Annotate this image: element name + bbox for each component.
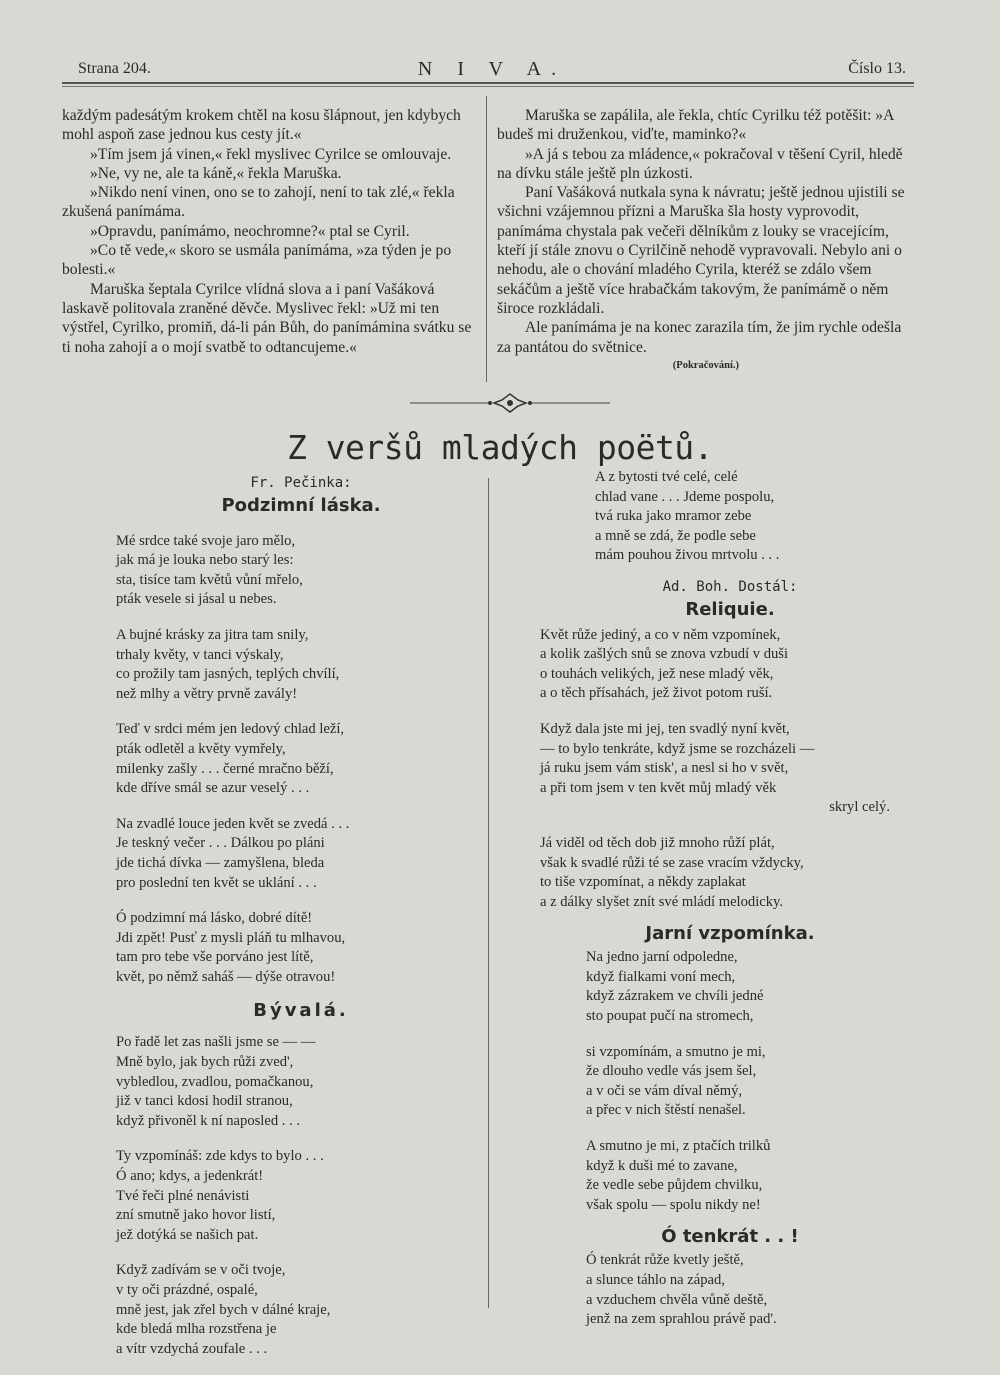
page-header (78, 60, 906, 82)
issue-number: Číslo 13. (848, 60, 906, 77)
verse-line: a vítr vzdychá zoufale . . . (116, 1340, 268, 1357)
paragraph: Maruška se zapálila, ale řekla, chtíc Cyrilku též potěšit: »A budeš mi druženkou, viďte, maminko?« (497, 107, 894, 144)
verse-line: sta, tisíce tam květů vůní mřelo, (116, 571, 303, 588)
paragraph: »Nikdo není vinen, ono se to zahojí, není to tak zlé,« řekla zkušená panímáma. (62, 184, 455, 221)
poems-column-left (116, 474, 486, 1375)
verse-line: a z dálky slyšet znít své mládí melodicky. (540, 893, 784, 910)
magazine-title: N I V A. (417, 58, 567, 80)
verse-line: — to bylo tenkráte, když jsme se rozcházeli — (540, 740, 815, 757)
stanza (116, 815, 486, 893)
verse-line: trhaly květy, v tanci výskaly, (116, 646, 284, 663)
prose-column-left (62, 106, 476, 357)
verse-line: jak má je louka nebo starý les: (116, 552, 294, 569)
verse-line: tam pro tebe vše porváno jest lítě, (116, 949, 314, 966)
paragraph: každým padesátým krokem chtěl na kosu šlápnout, jen kdybych mohl aspoň zase jednou kus cesty jít.« (62, 107, 461, 144)
verse-line: kde bledá mlha rozstřena je (116, 1321, 277, 1338)
paragraph: Maruška šeptala Cyrilce vlídná slova a i paní Vašáková laskavě politovala zraněné děvče. Myslivec řekl: »Už mi ten výstřel, Cyrilko, promiň, dá-li pán Bůh, do panímámina svátku se ti noha zahojí a o mojí svatbě to odtancujeme.« (62, 280, 472, 356)
stanza (116, 1261, 486, 1359)
verse-line: než mlhy a větry prvně zavály! (116, 685, 298, 702)
paragraph: »Co tě vede,« skoro se usmála panímáma, »za týden je po bolesti.« (62, 242, 452, 279)
ornament-divider-icon (410, 392, 610, 414)
verse-line: co prožily tam jasných, teplých chvílí, (116, 666, 340, 683)
verse-line: Na jedno jarní odpoledne, (586, 949, 738, 966)
verse-line: Po řadě let zas našli jsme se — — (116, 1034, 316, 1051)
verse-line: o touhách velikých, jež nese mladý věk, (540, 665, 774, 682)
paragraph: »A já s tebou za mládence,« pokračoval v těšení Cyril, hledě na dívku stále ještě pln úzkosti. (497, 145, 903, 182)
verse-line: Ó podzimní má lásko, dobré dítě! (116, 910, 313, 927)
verse-line: mám pouhou živou mrtvolu . . . (595, 547, 780, 564)
stanza (540, 720, 920, 818)
verse-line: mně jest, jak zřel bych v dálné kraje, (116, 1301, 331, 1318)
verse-line: Mé srdce také svoje jaro mělo, (116, 532, 296, 549)
verse-line: když fialkami voní mech, (586, 968, 736, 985)
verse-line: a kolik zašlých snů se znova vzbudí v duši (540, 646, 789, 663)
paragraph: »Opravdu, panímámo, neochromne?« ptal se Cyril. (90, 222, 410, 240)
verse-line: však k svadlé růži té se zase vracím vždycky, (540, 854, 804, 871)
verse-line: pták vesele si jásal u nebes. (116, 591, 277, 608)
verse-line: pták odletěl a květy vymřely, (116, 740, 286, 757)
verse-line: si vzpomínám, a smutno je mi, (586, 1043, 766, 1060)
stanza (540, 834, 920, 912)
verse-line: Já viděl od těch dob již mnoho růží plát, (540, 834, 775, 851)
verse-line: a přec v nich štěstí nenašel. (586, 1102, 746, 1119)
stanza (116, 1033, 486, 1131)
verse-line: zní smutně jako hovor listí, (116, 1207, 276, 1224)
poem-title: Podzimní láska. (221, 494, 381, 516)
verse-line: kde dříve smál se azur veselý . . . (116, 780, 310, 797)
poem-author: Ad. Boh. Dostál: (662, 578, 798, 595)
paragraph: Ale panímáma je na konec zarazila tím, že jim rychle odešla za pantátou do světnice. (497, 319, 902, 356)
stanza (595, 468, 920, 566)
stanza (116, 626, 486, 704)
verse-line: když k duši mé to zavane, (586, 1157, 738, 1174)
poems-column-right (540, 468, 920, 1346)
verse-line: a v oči se vám díval němý, (586, 1082, 743, 1099)
poem-title: Ó tenkrát . . ! (661, 1226, 799, 1248)
verse-line: Ty vzpomínáš: zde kdys to bylo . . . (116, 1148, 324, 1165)
verse-line: a vzduchem chvěla vůně deště, (586, 1291, 768, 1308)
stanza (586, 1137, 920, 1215)
paragraph: Paní Vašáková nutkala syna k návratu; ještě jednou ujistili se všichni vzájemnou přízni a Maruška šla hosty vyprovodit, panímáma chystala pak večeři dělníkům z louky se vracejícím, kteří jí stále znovu o Cyrilčině nehodě vypravovali. Nebylo ani o nehodu, ale o chování mladého Cyrila, kteréž se zdálo všem sekáčům a ještě více hrabačkám takovým, že panímámě o něm široce rozkládali. (497, 184, 905, 317)
verse-line: sto poupat pučí na stromech, (586, 1008, 754, 1025)
verse-line: jde tichá dívka — zamyšlena, bleda (116, 854, 325, 871)
verse-line: skryl celý. (829, 799, 890, 816)
stanza (540, 626, 920, 704)
verse-line: a o těch přísahách, jež život potom ruší. (540, 685, 773, 702)
verse-line: Květ růže jediný, a co v něm vzpomínek, (540, 626, 781, 643)
stanza (116, 909, 486, 987)
stanza (116, 720, 486, 798)
poem-body (586, 948, 920, 1215)
verse-line: však spolu — spolu nikdy ne! (586, 1196, 761, 1213)
poem-author: Fr. Pečinka: (250, 475, 352, 491)
verse-line: já ruku jsem vám stisk', a nesl si ho v svět, (540, 760, 789, 777)
verse-line: a při tom jsem v ten květ můj mladý věk (540, 779, 777, 796)
column-divider (488, 478, 489, 1308)
verse-line: Je teskný večer . . . Dálkou po pláni (116, 835, 325, 852)
stanza (116, 1147, 486, 1245)
verse-line: milenky zašly . . . černé mračno běží, (116, 760, 334, 777)
verse-line: když zázrakem ve chvíli jedné (586, 988, 764, 1005)
prose-column-right (497, 106, 915, 375)
poem-title: Bývalá. (253, 1000, 349, 1022)
verse-line: Jdi zpět! Pusť z mysli pláň tu mlhavou, (116, 929, 346, 946)
continued-note: (Pokračování.) (672, 359, 739, 371)
verse-line: tvá ruka jako mramor zebe (595, 508, 752, 525)
stanza (586, 1043, 920, 1121)
stanza (586, 948, 920, 1026)
verse-line: to tiše vzpomínat, a někdy zaplakat (540, 874, 746, 891)
verse-line: že dlouho vedle vás jsem šel, (586, 1063, 757, 1080)
verse-line: Když zadívám se v oči tvoje, (116, 1262, 286, 1279)
verse-line: Mně bylo, jak bych růži zved', (116, 1054, 294, 1071)
column-divider (486, 96, 487, 382)
section-title: Z veršů mladých poëtů. (286, 428, 714, 467)
verse-line: Teď v srdci mém jen ledový chlad leží, (116, 721, 345, 738)
paragraph: »Ne, vy ne, ale ta káně,« řekla Maruška. (90, 164, 342, 182)
verse-line: Tvé řeči plné nenávisti (116, 1187, 250, 1204)
verse-line: jež dotýká se našich pat. (116, 1226, 259, 1243)
verse-line: A bujné krásky za jitra tam snily, (116, 626, 309, 643)
verse-line: jenž na zem sprahlou právě pad'. (586, 1311, 777, 1328)
verse-line: když přivoněl k ní naposled . . . (116, 1112, 301, 1129)
header-rule (62, 82, 914, 84)
stanza (116, 532, 486, 610)
verse-line: květ, po němž saháš — dýše otravou! (116, 968, 336, 985)
verse-line: Na zvadlé louce jeden květ se zvedá . . . (116, 815, 350, 832)
poem-title: Reliquie. (685, 598, 775, 620)
stanza (586, 1251, 920, 1329)
verse-line: A z bytosti tvé celé, celé (595, 469, 738, 485)
verse-line: chlad vane . . . Jdeme pospolu, (595, 488, 775, 505)
verse-line: A smutno je mi, z ptačích trilků (586, 1138, 771, 1155)
verse-line: pro poslední ten květ se uklání . . . (116, 874, 317, 891)
verse-line: Ó ano; kdys, a jedenkrát! (116, 1168, 264, 1185)
verse-line: vybledlou, zvadlou, pomačkanou, (116, 1073, 314, 1090)
verse-line: Ó tenkrát růže kvetly ještě, (586, 1252, 744, 1269)
header-rule-thin (62, 86, 914, 87)
verse-line: a slunce táhlo na západ, (586, 1272, 725, 1288)
verse-line: Když dala jste mi jej, ten svadlý nyní květ, (540, 720, 790, 737)
poem-title: Jarní vzpomínka. (645, 923, 815, 945)
page-number: Strana 204. (78, 60, 151, 77)
verse-line: že vedle sebe půjdem chvilku, (586, 1177, 763, 1194)
verse-line: již v tanci kdosi hodil stranou, (116, 1093, 293, 1110)
verse-line: a mně se zdá, že podle sebe (595, 527, 756, 544)
paragraph: »Tím jsem já vinen,« řekl myslivec Cyrilce se omlouvaje. (90, 145, 452, 163)
verse-line: v ty oči prázdné, ospalé, (116, 1282, 258, 1298)
